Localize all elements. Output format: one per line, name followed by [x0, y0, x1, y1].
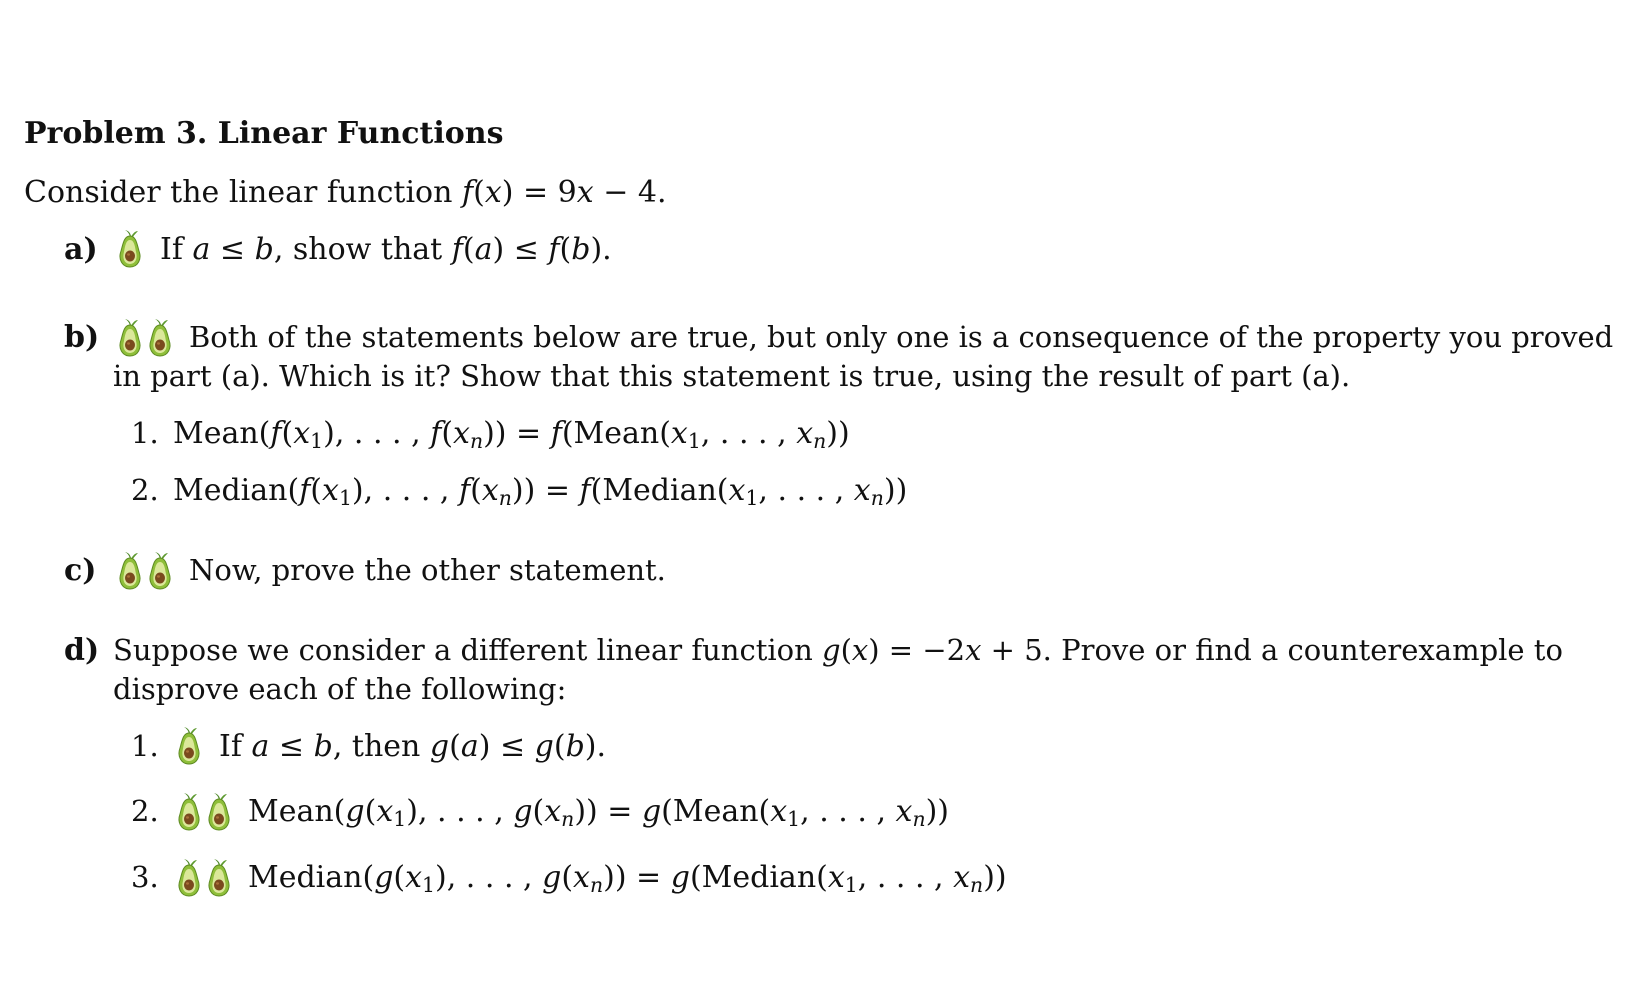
part-b-label: b)	[64, 320, 100, 355]
part-c-label: c)	[64, 553, 97, 588]
avocado-icon-pair	[176, 857, 232, 897]
part-d-line1: Suppose we consider a different linear function g(x) = −2x + 5. Prove or find a counterexample to	[113, 633, 1563, 667]
part-a-label: a)	[64, 232, 98, 267]
problem-title: Problem 3. Linear Functions	[24, 116, 504, 151]
part-d-item-2-number: 2.	[131, 794, 159, 828]
part-d-item-1: If a ≤ b, then g(a) ≤ g(b).	[219, 729, 607, 764]
avocado-icon	[117, 317, 143, 357]
part-d-item-3: $Median(g(x_1)$, . . . , $g(x_n)$) = $g(Median(x_1$, . . . , $x_n$))	[248, 860, 1007, 898]
avocado-icon	[176, 725, 202, 765]
avocado-icon	[147, 317, 173, 357]
part-d-line2: disprove each of the following:	[113, 672, 567, 706]
problem-intro: Consider the linear function f(x) = 9x − 4.	[24, 175, 667, 210]
part-b-item-2-number: 2.	[131, 473, 159, 507]
part-d-item-2: $Mean(g(x_1)$, . . . , $g(x_n)$) = $g(Mean(x_1$, . . . , $x_n$))	[248, 794, 950, 832]
part-b-line1: Both of the statements below are true, but only one is a consequence of the property you proved	[189, 320, 1614, 354]
avocado-icon	[176, 857, 202, 897]
avocado-icon	[117, 228, 143, 268]
part-b-item-1: $Mean(f(x_1)$, . . . , $f(x_n)$) = $f(Mean(x_1$, . . . , $x_n$))	[173, 416, 850, 454]
part-d-item-3-number: 3.	[131, 860, 159, 894]
avocado-icon	[117, 550, 143, 590]
part-d-item-1-number: 1.	[131, 729, 159, 763]
part-c-text: Now, prove the other statement.	[189, 553, 666, 587]
avocado-icon	[206, 791, 232, 831]
part-b-line2: in part (a). Which is it? Show that this statement is true, using the result of part (a).	[113, 359, 1351, 393]
avocado-icon-pair	[117, 550, 173, 590]
avocado-icon	[206, 857, 232, 897]
avocado-icon-pair	[117, 317, 173, 357]
avocado-icon	[176, 791, 202, 831]
part-b-item-1-number: 1.	[131, 416, 159, 450]
part-d-label: d)	[64, 633, 100, 668]
part-a-text: If a ≤ b, show that f(a) ≤ f(b).	[160, 232, 612, 267]
avocado-icon-pair	[176, 791, 232, 831]
avocado-icon	[147, 550, 173, 590]
part-b-item-2: $Median(f(x_1)$, . . . , $f(x_n)$) = $f(Median(x_1$, . . . , $x_n$))	[173, 473, 908, 511]
